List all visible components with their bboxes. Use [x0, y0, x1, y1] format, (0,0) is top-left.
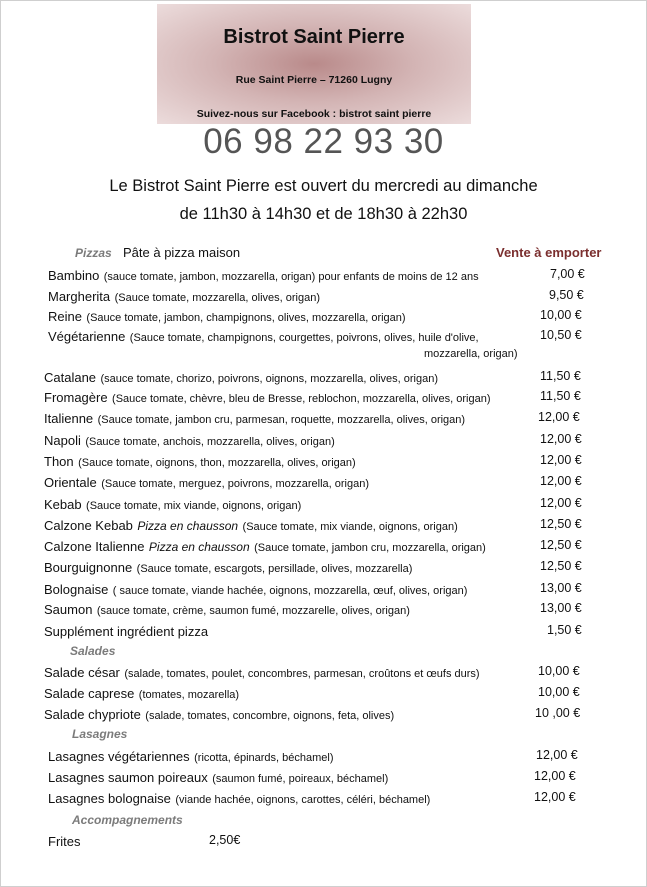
restaurant-name: Bistrot Saint Pierre: [223, 26, 405, 48]
item-price: 2,50€: [209, 833, 241, 847]
item-description: (sauce tomate, crème, saumon fumé, mozzarelle, olives, origan): [96, 605, 410, 617]
item-name: Bourguignonne: [44, 560, 133, 575]
menu-item-salade-chypriote: [0, 706, 647, 722]
item-name: Catalane: [44, 370, 97, 385]
item-name: Salade caprese: [44, 686, 135, 701]
item-description: (Sauce tomate, jambon cru, mozzarella, origan): [254, 542, 486, 554]
item-description: (sauce tomate, jambon, mozzarella, origan) pour enfants de moins de 12 ans: [103, 271, 479, 283]
menu-item-kebab: [0, 496, 647, 512]
menu-item-vegetarienne: [0, 328, 647, 344]
accompagnements-heading: Accompagnements: [72, 813, 183, 827]
item-note: Pizza en chausson: [137, 519, 239, 533]
item-name: Salade chypriote: [44, 707, 141, 722]
item-description: (saumon fumé, poireaux, béchamel): [212, 773, 389, 785]
menu-item-lasagnes-vegetariennes: [0, 748, 647, 764]
menu-item-calzone-kebab: [0, 517, 647, 533]
restaurant-address: Rue Saint Pierre – 71260 Lugny: [235, 74, 393, 86]
item-price: 12,00 €: [540, 496, 582, 510]
menu-item-italienne: [0, 410, 647, 426]
item-price: 10,00 €: [540, 308, 582, 322]
header-banner: [157, 4, 471, 124]
item-description: ( sauce tomate, viande hachée, oignons, mozzarella, œuf, olives, origan): [112, 585, 468, 597]
menu-item-calzone-italienne: [0, 538, 647, 554]
item-description: (salade, tomates, concombre, oignons, feta, olives): [145, 710, 395, 722]
item-price: 13,00 €: [540, 581, 582, 595]
item-description: (Sauce tomate, escargots, persillade, olives, mozzarella): [136, 563, 413, 575]
item-description: (Sauce tomate, chèvre, bleu de Bresse, reblochon, mozzarella, olives, origan): [112, 393, 491, 405]
item-description: (sauce tomate, chorizo, poivrons, oignons, mozzarella, olives, origan): [100, 373, 438, 385]
menu-item-napoli: [0, 432, 647, 448]
item-price: 12,50 €: [540, 538, 582, 552]
menu-item-bolognaise: [0, 581, 647, 597]
item-price: 12,00 €: [534, 790, 576, 804]
item-note: Pizza en chausson: [148, 540, 250, 554]
item-description: (Sauce tomate, champignons, courgettes, poivrons, olives, huile d'olive,: [129, 332, 479, 344]
item-name: Calzone Kebab: [44, 518, 133, 533]
item-price: 7,00 €: [550, 267, 585, 281]
opening-hours-line-1: Le Bistrot Saint Pierre est ouvert du mercredi au dimanche: [109, 177, 538, 195]
menu-item-supplement: [0, 623, 647, 639]
item-price: 9,50 €: [549, 288, 584, 302]
menu-item-frites: [0, 833, 647, 849]
item-description: (Sauce tomate, mozzarella, olives, origan): [114, 292, 321, 304]
item-name: Fromagère: [44, 390, 108, 405]
item-price: 13,00 €: [540, 601, 582, 615]
phone-number-text: 06 98 22 93 30: [203, 122, 444, 161]
item-name: Lasagnes saumon poireaux: [48, 770, 208, 785]
item-name: Frites: [48, 834, 81, 849]
menu-item-orientale: [0, 474, 647, 490]
item-price: 10,50 €: [540, 328, 582, 342]
item-price: 12,00 €: [540, 474, 582, 488]
item-name: Orientale: [44, 475, 97, 490]
item-description: (viande hachée, oignons, carottes, céléri, béchamel): [175, 794, 431, 806]
item-name: Margherita: [48, 289, 111, 304]
menu-item-salade-caprese: [0, 685, 647, 701]
facebook-notice: Suivez-nous sur Facebook : bistrot saint pierre: [196, 108, 432, 120]
item-price: 12,50 €: [540, 559, 582, 573]
menu-item-salade-cesar: [0, 664, 647, 680]
menu-item-fromagere: [0, 389, 647, 405]
item-name: Lasagnes végétariennes: [48, 749, 190, 764]
salades-heading: Salades: [70, 644, 116, 658]
item-name: Italienne: [44, 411, 94, 426]
item-description: (Sauce tomate, jambon, champignons, olives, mozzarella, origan): [86, 312, 406, 324]
item-name: Saumon: [44, 602, 93, 617]
item-name: Salade césar: [44, 665, 120, 680]
item-price: 12,00 €: [534, 769, 576, 783]
item-name: Calzone Italienne: [44, 539, 145, 554]
phone-number: [0, 122, 647, 162]
menu-item-margherita: [0, 288, 647, 304]
item-name: Kebab: [44, 497, 82, 512]
item-name: Thon: [44, 454, 74, 469]
lasagnes-heading: Lasagnes: [72, 727, 128, 741]
menu-item-lasagnes-bolognaise: [0, 790, 647, 806]
item-price: 12,00 €: [540, 453, 582, 467]
item-price: 1,50 €: [547, 623, 582, 637]
item-description: (Sauce tomate, merguez, poivrons, mozzarella, origan): [101, 478, 369, 490]
item-price: 12,50 €: [540, 517, 582, 531]
item-description: (Sauce tomate, oignons, thon, mozzarella, olives, origan): [78, 457, 356, 469]
item-description: (salade, tomates, poulet, concombres, parmesan, croûtons et œufs durs): [124, 668, 480, 680]
item-description-continued: mozzarella, origan): [424, 348, 518, 360]
menu-item-lasagnes-saumon: [0, 769, 647, 785]
menu-item-catalane: [0, 369, 647, 385]
item-name: Supplément ingrédient pizza: [44, 624, 209, 639]
item-name: Lasagnes bolognaise: [48, 791, 171, 806]
menu-item-bourguignonne: [0, 559, 647, 575]
item-description: (Sauce tomate, anchois, mozzarella, olives, origan): [85, 436, 335, 448]
item-name: Bolognaise: [44, 582, 109, 597]
menu-item-bambino: [0, 267, 647, 283]
menu-item-saumon: [0, 601, 647, 617]
item-price: 11,50 €: [540, 369, 581, 383]
opening-hours-line-2: de 11h30 à 14h30 et de 18h30 à 22h30: [179, 205, 468, 223]
menu-item-thon: [0, 453, 647, 469]
item-price: 12,00 €: [540, 432, 582, 446]
item-price: 12,00 €: [538, 410, 580, 424]
item-name: Napoli: [44, 433, 81, 448]
item-name: Végétarienne: [48, 329, 126, 344]
item-name: Reine: [48, 309, 82, 324]
item-price: 11,50 €: [540, 389, 581, 403]
item-description: (Sauce tomate, mix viande, oignons, origan): [242, 521, 458, 533]
item-name: Bambino: [48, 268, 100, 283]
item-description: (tomates, mozarella): [138, 689, 240, 701]
menu-item-reine: [0, 308, 647, 324]
item-description: (Sauce tomate, mix viande, oignons, origan): [86, 500, 302, 512]
item-price: 10,00 €: [538, 685, 580, 699]
item-description: (ricotta, épinards, béchamel): [194, 752, 334, 764]
takeaway-label: Vente à emporter: [496, 245, 602, 260]
pizzas-subtitle: Pâte à pizza maison: [123, 245, 241, 260]
item-description: (Sauce tomate, jambon cru, parmesan, roquette, mozzarella, olives, origan): [97, 414, 466, 426]
item-price: 12,00 €: [536, 748, 578, 762]
item-price: 10 ,00 €: [535, 706, 581, 720]
pizzas-heading: Pizzas: [75, 246, 112, 260]
item-price: 10,00 €: [538, 664, 580, 678]
